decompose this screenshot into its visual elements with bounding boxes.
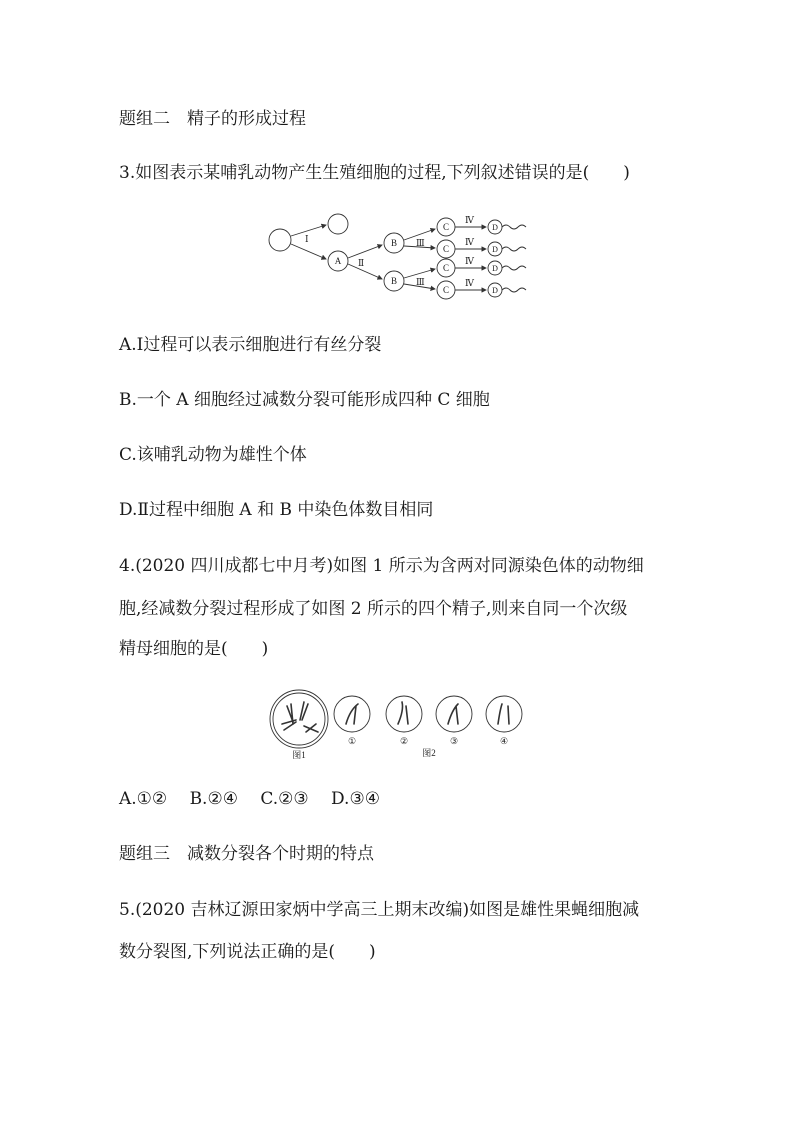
sperm-label-1: ① xyxy=(347,736,357,746)
q3-option-c: C.该哺乳动物为雄性个体 xyxy=(119,445,307,465)
daughter-cell-circle xyxy=(328,214,348,234)
label-roman-III: Ⅲ xyxy=(416,238,425,248)
cell-a-label: A xyxy=(334,256,342,266)
q4-options: A.①② B.②④ C.②③ D.③④ xyxy=(119,789,380,809)
cell-c-label: C xyxy=(442,285,450,295)
question-4-stem-line3: 精母细胞的是( ) xyxy=(119,639,269,659)
cell-b-label: B xyxy=(390,276,398,286)
q3-option-a: A.Ⅰ过程可以表示细胞进行有丝分裂 xyxy=(119,335,382,355)
label-roman-I: Ⅰ xyxy=(305,234,309,244)
label-roman-IV: Ⅳ xyxy=(465,215,474,225)
sperm-label-2: ② xyxy=(399,736,409,746)
sperm-3-circle xyxy=(436,696,472,732)
label-roman-II: Ⅱ xyxy=(358,258,365,268)
question-5-stem-line2: 数分裂图,下列说法正确的是( ) xyxy=(119,942,376,962)
sperm-4-circle xyxy=(486,696,522,732)
question-5-stem-line1: 5.(2020 吉林辽源田家炳中学高三上期末改编)如图是雄性果蝇细胞减 xyxy=(119,900,640,920)
figure-2-caption: 图2 xyxy=(422,748,436,758)
sperm-label-3: ③ xyxy=(449,736,459,746)
sperm-2-circle xyxy=(386,696,422,732)
label-roman-IV: Ⅳ xyxy=(465,256,474,266)
q3-spermatogenesis-diagram xyxy=(262,206,532,306)
q3-option-b: B.一个 A 细胞经过减数分裂可能形成四种 C 细胞 xyxy=(119,390,490,410)
original-cell-circle xyxy=(269,229,291,251)
cell-c-label: C xyxy=(442,222,450,232)
primary-cell-circle xyxy=(270,690,328,748)
label-roman-III: Ⅲ xyxy=(416,277,425,287)
cell-b-label: B xyxy=(390,238,398,248)
cell-c-label: C xyxy=(442,244,450,254)
cell-c-label: C xyxy=(442,263,450,273)
figure-1-caption: 图1 xyxy=(292,750,306,760)
sperm-1-circle xyxy=(334,696,370,732)
q4-cell-and-sperm-figure xyxy=(268,688,528,764)
group3-heading: 题组三 减数分裂各个时期的特点 xyxy=(119,844,374,864)
question-4-stem-line2: 胞,经减数分裂过程形成了如图 2 所示的四个精子,则来自同一个次级 xyxy=(119,599,628,619)
label-roman-IV: Ⅳ xyxy=(465,237,474,247)
cell-d-label: D xyxy=(492,245,498,254)
question-4-stem-line1: 4.(2020 四川成都七中月考)如图 1 所示为含两对同源染色体的动物细 xyxy=(119,556,644,576)
cell-d-label: D xyxy=(492,264,498,273)
cell-d-label: D xyxy=(492,286,498,295)
cell-d-label: D xyxy=(492,223,498,232)
sperm-label-4: ④ xyxy=(499,736,509,746)
q3-option-d: D.Ⅱ过程中细胞 A 和 B 中染色体数目相同 xyxy=(119,500,434,520)
question-3-stem: 3.如图表示某哺乳动物产生生殖细胞的过程,下列叙述错误的是( ) xyxy=(119,163,630,183)
label-roman-IV: Ⅳ xyxy=(465,278,474,288)
group2-heading: 题组二 精子的形成过程 xyxy=(119,109,306,129)
